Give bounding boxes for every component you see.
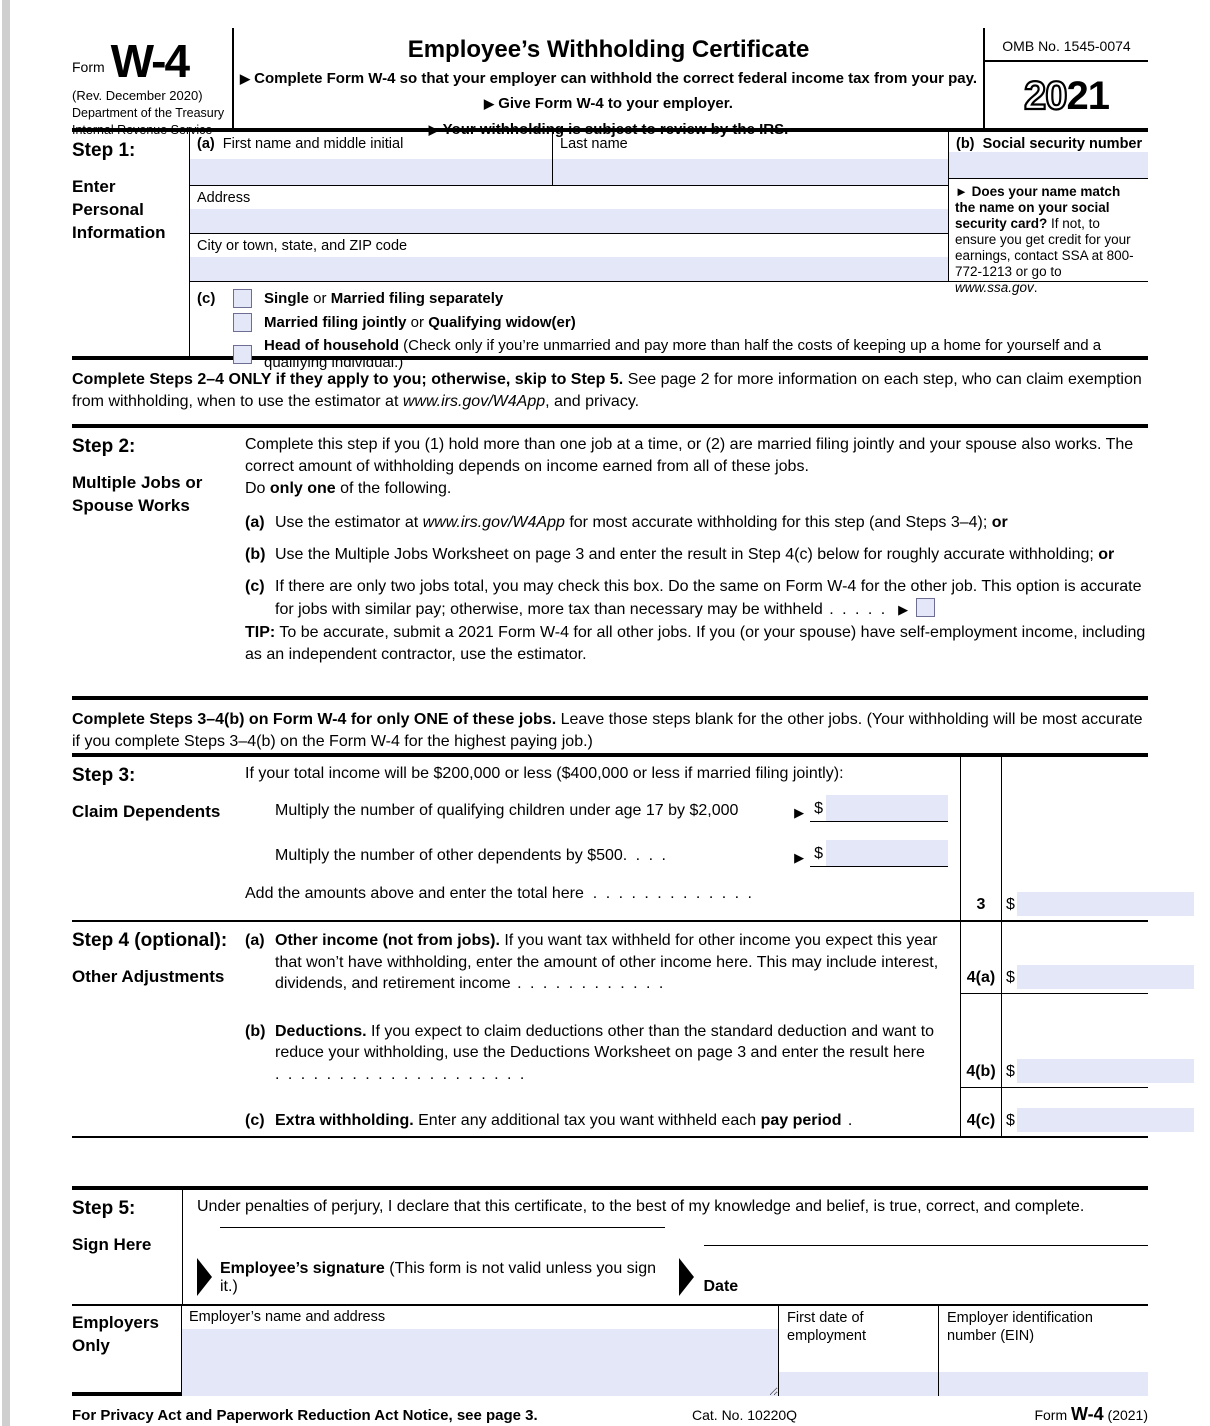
other-dependents-row: Multiply the number of other dependents by $500 . . . . ▶ $ <box>275 840 948 867</box>
ein-input[interactable] <box>939 1372 1148 1396</box>
other-dependents-amount-input[interactable] <box>826 840 948 866</box>
date-arrow-icon <box>679 1258 694 1296</box>
step1-label: Step 1: <box>72 140 136 161</box>
ssa-note-bold: Does your name match the name on your social security card? <box>955 184 1121 231</box>
employers-only-section <box>72 1306 1148 1396</box>
step2-label: Step 2: <box>72 436 136 457</box>
first-name-input[interactable] <box>190 159 552 185</box>
last-name-label: Last name <box>560 136 628 152</box>
agency-line: Internal Revenue Service <box>72 123 213 138</box>
step5-label: Step 5: <box>72 1198 136 1219</box>
step2-option-c: (c) If there are only two jobs total, you may check this box. Do the same on Form W-4 for the other job. This option is accurate for jobs with similar pay; otherwise, more tax than necessary may be withheld . . . . . ▶ <box>245 578 1142 619</box>
ssn-input[interactable] <box>949 152 1148 178</box>
tax-year <box>985 62 1148 119</box>
header-instruction-2: Give Form W-4 to your employer. <box>498 95 733 113</box>
address-input[interactable] <box>190 209 948 233</box>
qualifying-children-amount-input[interactable] <box>826 795 948 821</box>
step2-paragraph: Complete this step if you (1) hold more than one job at a time, or (2) are married filing jointly and your spouse also works. The correct amount of withholding depends on income earned from all of these jobs. <box>245 436 1134 476</box>
arrow-icon: ▶ <box>239 71 250 86</box>
privacy-act-notice: For Privacy Act and Paperwork Reduction Act Notice, see page 3. <box>72 1407 538 1424</box>
total-dependents-row: Add the amounts above and enter the total here . . . . . . . . . . . . . <box>245 884 754 902</box>
page-edge <box>2 0 10 1426</box>
two-jobs-checkbox[interactable] <box>916 598 935 617</box>
city-state-zip-label: City or town, state, and ZIP code <box>197 238 408 254</box>
first-employment-date-input[interactable] <box>779 1372 938 1396</box>
omb-year-block <box>985 28 1148 128</box>
step3-section: Step 3: Claim Dependents If your total income will be $200,000 or less ($400,000 or less if married filing jointly): Multiply the number of qualifying children under age 17 by $2,000 ▶ $ Multiply the number of other dependents by $500 . . . . ▶ $ Add the amounts above and enter the total here . . . . . . . . . . . . . 3 $ <box>72 757 1148 922</box>
step1-title: Enter Personal Information <box>72 177 166 242</box>
date-caption: Date <box>703 1278 739 1295</box>
line-4a-input[interactable] <box>1017 965 1194 989</box>
married-jointly-checkbox[interactable] <box>233 313 252 332</box>
date-input[interactable] <box>704 1245 1149 1275</box>
single-option-label: Single or Married filing separately <box>264 290 504 307</box>
signature-arrow-icon <box>197 1258 212 1296</box>
line-3-total-input[interactable] <box>1017 892 1194 916</box>
step2-tip: TIP: To be accurate, submit a 2021 Form W-4 for all other jobs. If you (or your spouse) have self-employment income, including as an independent contractor, use the estimator. <box>245 623 1146 663</box>
step2-option-a: (a) Use the estimator at www.irs.gov/W4App for most accurate withholding for this step (and Steps 3–4); or <box>245 514 1008 532</box>
first-name-label: First name and middle initial <box>222 136 404 152</box>
header-instruction-3: Your withholding is subject to review by the IRS. <box>442 120 789 138</box>
last-name-input[interactable] <box>553 159 948 185</box>
title-block <box>234 28 983 138</box>
line-3-number: 3 <box>976 896 986 913</box>
form-word: Form <box>72 59 105 76</box>
head-of-household-checkbox[interactable] <box>233 345 252 364</box>
arrow-icon: ► <box>955 184 968 199</box>
employer-name-address-input[interactable] <box>182 1329 778 1396</box>
header-instruction-1: Complete Form W-4 so that your employer can withhold the correct federal income tax from your pay. <box>254 70 978 87</box>
step1-section <box>72 132 1148 371</box>
signature-caption: Employee’s signature (This form is not valid unless you sign it.) <box>220 1260 657 1295</box>
married-jointly-option-label: Married filing jointly or Qualifying widow(er) <box>264 314 576 331</box>
employee-signature-input[interactable] <box>220 1227 665 1257</box>
ssa-note-rest: If not, to ensure you get credit for your earnings, contact SSA at 800-772-1213 or go to <box>955 215 1134 279</box>
head-of-household-option-label: Head of household (Check only if you’re unmarried and pay more than half the costs of keeping up a home for yourself and a qualifying individual.) <box>264 337 1102 371</box>
single-checkbox[interactable] <box>233 289 252 308</box>
revision-date: (Rev. December 2020) <box>72 88 203 104</box>
step4b-row: (b) Deductions. If you expect to claim deductions other than the standard deduction and want to reduce your withholding, use the Deductions Worksheet on page 3 and enter the result here . . . . . . . . . . . . . . . . . . . . <box>245 1022 935 1083</box>
ssa-gov-link: www.ssa.gov <box>955 279 1034 295</box>
step5-title: Sign Here <box>72 1235 152 1254</box>
page-footer <box>72 1404 1148 1425</box>
city-state-zip-input[interactable] <box>190 257 948 281</box>
form-id-block <box>72 28 232 138</box>
tax-year-bold: 21 <box>1066 74 1109 118</box>
step2-do-only-one: Do only one of the following. <box>245 480 452 498</box>
step2-title: Multiple Jobs or Spouse Works <box>72 473 203 515</box>
perjury-statement: Under penalties of perjury, I declare that this certificate, to the best of my knowledge and belief, is true, correct, and complete. <box>197 1198 1085 1215</box>
steps-2-4-notice-bold: Complete Steps 2–4 ONLY if they apply to you; otherwise, skip to Step 5. <box>72 371 624 388</box>
tax-year-outline: 20 <box>1024 74 1067 118</box>
w4-form <box>72 28 1148 1425</box>
steps-3-4b-notice-bold: Complete Steps 3–4(b) on Form W-4 for only ONE of these jobs. <box>72 711 557 728</box>
line-4b-input[interactable] <box>1017 1059 1194 1083</box>
arrow-icon: ▶ <box>794 850 805 866</box>
ssn-label: Social security number <box>982 136 1143 152</box>
steps-3-4b-notice: Complete Steps 3–4(b) on Form W-4 for only ONE of these jobs. Leave those steps blank for the other jobs. (Your withholding will be most accurate if you complete Steps 3–4(b) on the Form W-4 for the highest paying job.) <box>72 700 1148 757</box>
line-4b-number: 4(b) <box>961 994 1001 1088</box>
step4a-row: (a) Other income (not from jobs). If you want tax withheld for other income you expect this year that won’t have withholding, enter the amount of other income here. This may include interest, dividends, and retirement income . . . . . . . . . . . . <box>245 932 939 993</box>
step4-section: Step 4 (optional): Other Adjustments (a) Other income (not from jobs). If you want tax withheld for other income you expect this year that won’t have withholding, enter the amount of other income here. This may include interest, dividends, and retirement income . . . . . . . . . . . . (b) Deductions. If you expect to claim deductions other than the standard deduction and want to reduce your withholding, use the Deductions Worksheet on page 3 and enter the result here . . . . . . . . . . . . . . . . . . . . (c) Extra withholding. Enter any additional tax you want withheld each pay period . 4(a) 4(b) 4(c) $ $ $ <box>72 922 1148 1138</box>
step3-intro: If your total income will be $200,000 or less ($400,000 or less if married filing jointly): <box>245 765 844 782</box>
step4-title: Other Adjustments <box>72 967 225 986</box>
address-label: Address <box>197 190 251 206</box>
employers-only-label: Employers Only <box>72 1313 159 1355</box>
arrow-icon: ▶ <box>484 96 495 112</box>
ein-label: Employer identification number (EIN) <box>947 1310 1093 1345</box>
ssa-note <box>949 179 1148 295</box>
first-name-prefix: (a) <box>197 136 215 152</box>
form-header <box>72 28 1148 138</box>
omb-number: OMB No. 1545-0074 <box>985 28 1148 62</box>
catalog-number: Cat. No. 10220Q <box>692 1407 798 1423</box>
line-4c-input[interactable] <box>1017 1108 1194 1132</box>
employer-name-label: Employer’s name and address <box>189 1309 386 1325</box>
ssn-prefix: (b) <box>956 136 975 152</box>
page-title: Employee’s Withholding Certificate <box>407 36 810 63</box>
step4-label: Step 4 (optional): <box>72 930 228 951</box>
arrow-icon: ▶ <box>898 602 909 618</box>
arrow-icon: ▶ <box>794 805 805 821</box>
ssa-note-end: . <box>1033 279 1038 295</box>
step3-label: Step 3: <box>72 765 136 786</box>
step2-section <box>72 428 1148 700</box>
form-footer-id: Form W-4 (2021) <box>1034 1404 1148 1424</box>
step1-label-block <box>72 132 189 356</box>
step4c-row: (c) Extra withholding. Enter any additional tax you want withheld each pay period . <box>245 1111 855 1129</box>
step3-title: Claim Dependents <box>72 802 221 821</box>
filing-status-prefix: (c) <box>197 290 216 307</box>
line-4c-number: 4(c) <box>966 1112 996 1130</box>
arrow-icon: ▶ <box>428 121 439 137</box>
step5-section <box>72 1186 1148 1306</box>
steps-2-4-notice: Complete Steps 2–4 ONLY if they apply to you; otherwise, skip to Step 5. See page 2 for more information on each step, who can claim exemption from withholding, when to use the estimator at www.irs.gov/W4App, and privacy. <box>72 360 1148 428</box>
line-4a-number: 4(a) <box>961 922 1001 994</box>
filing-status-group <box>190 279 1148 376</box>
qualifying-children-row: Multiply the number of qualifying children under age 17 by $2,000 ▶ $ <box>275 795 948 822</box>
first-employment-date-label: First date of employment <box>787 1310 866 1345</box>
form-number: W-4 <box>110 35 189 87</box>
w4app-link: www.irs.gov/W4App <box>402 393 546 411</box>
w4app-link: www.irs.gov/W4App <box>422 514 565 532</box>
step2-option-b: (b) Use the Multiple Jobs Worksheet on page 3 and enter the result in Step 4(c) below for roughly accurate withholding; or <box>245 546 1115 564</box>
department-line: Department of the Treasury <box>72 106 225 121</box>
